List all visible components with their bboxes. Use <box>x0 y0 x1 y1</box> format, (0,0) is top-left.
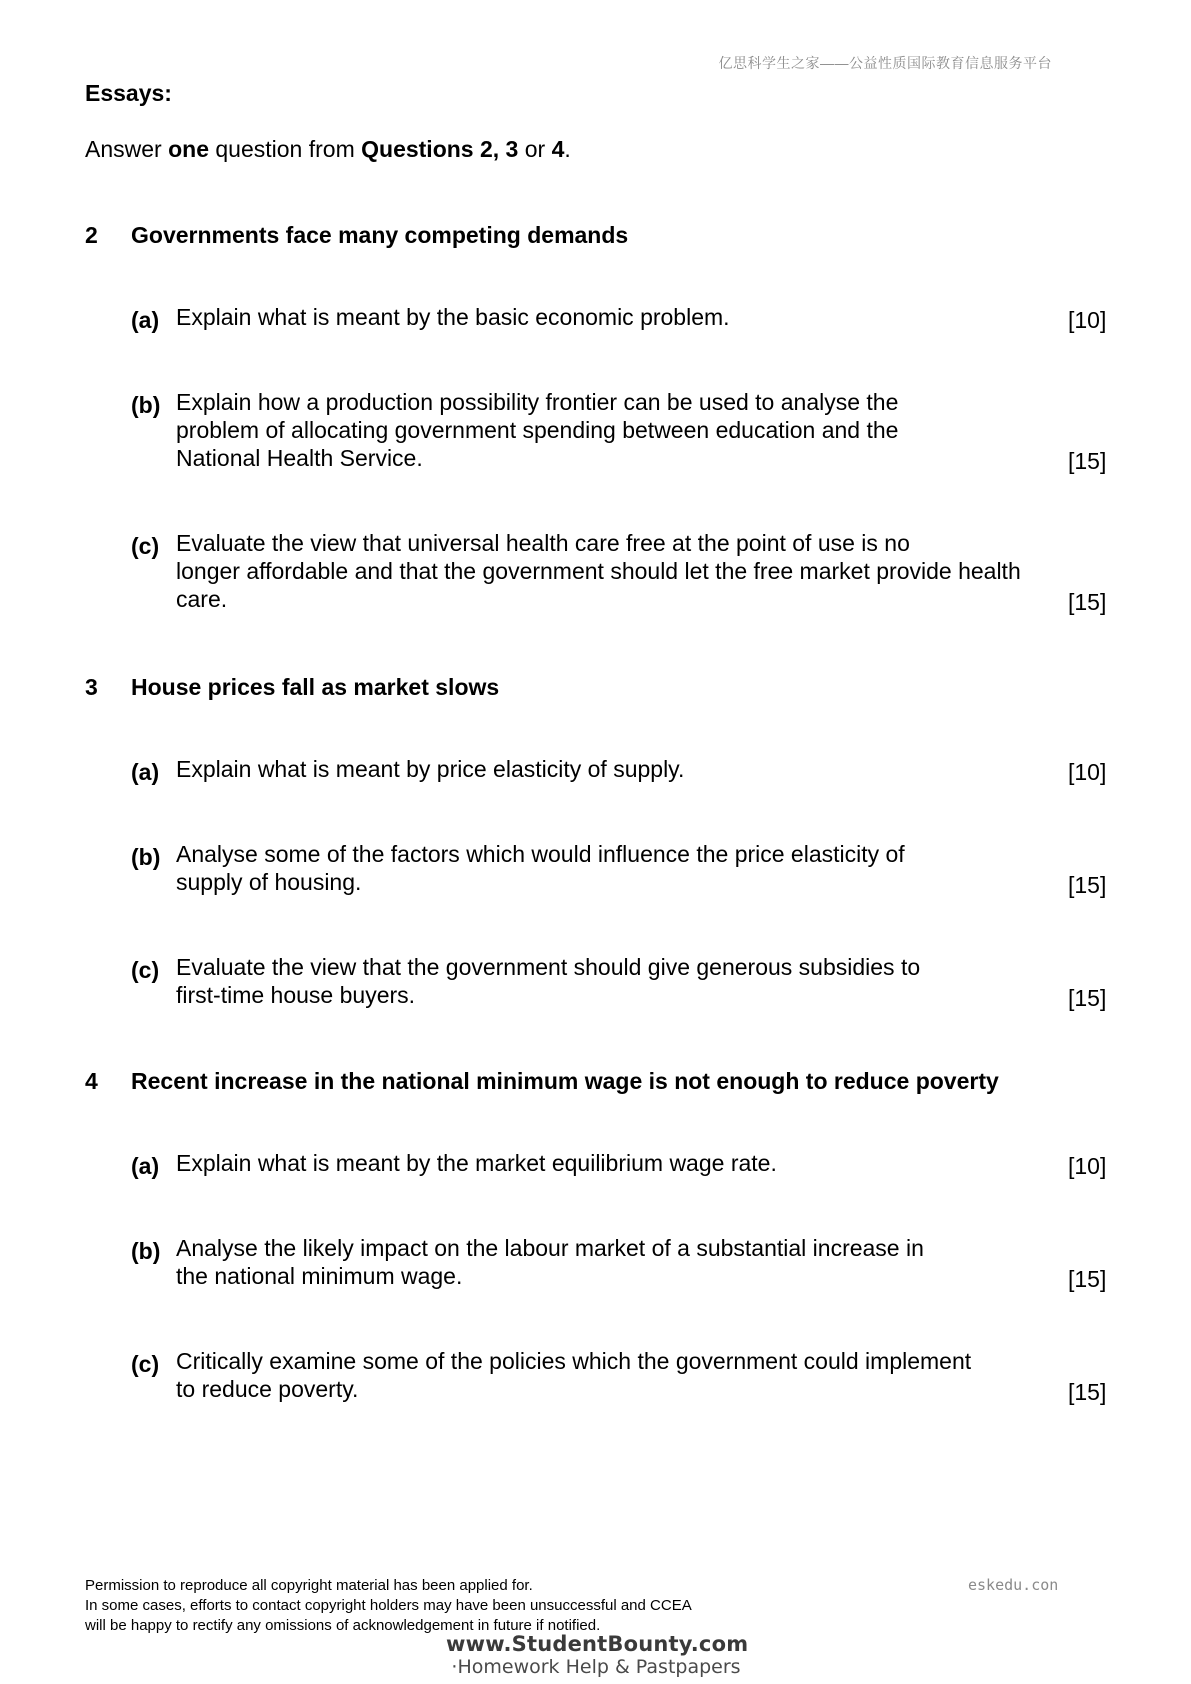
logo-url: www.StudentBounty.com <box>446 1632 749 1656</box>
part-text-line: first-time house buyers. <box>176 982 416 1008</box>
copyright-line: will be happy to rectify any omissions of acknowledgement in future if notified. <box>85 1617 601 1634</box>
footer-site-watermark: eskedu.con <box>968 1576 1059 1594</box>
part-text-line: Explain what is meant by the market equilibrium wage rate. <box>176 1150 777 1176</box>
part-label: (a) <box>131 1153 160 1179</box>
part-text-line: Evaluate the view that the government should give generous subsidies to <box>176 954 921 980</box>
part-label: (a) <box>131 759 160 785</box>
part-text-line: Explain how a production possibility frontier can be used to analyse the <box>176 389 899 415</box>
part-text-line: problem of allocating government spending between education and the <box>176 417 899 443</box>
part-marks: [10] <box>1068 1153 1107 1179</box>
part-text-line: Explain what is meant by price elasticity of supply. <box>176 756 685 782</box>
instruction-suffix: . <box>564 136 571 162</box>
part-label: (b) <box>131 844 161 870</box>
copyright-line: In some cases, efforts to contact copyright holders may have been unsuccessful and CCEA <box>85 1597 692 1614</box>
part-text-line: Evaluate the view that universal health care free at the point of use is no <box>176 530 910 556</box>
part-text-line: National Health Service. <box>176 445 423 471</box>
part-text-line: care. <box>176 586 228 612</box>
part-marks: [15] <box>1068 589 1107 615</box>
part-marks: [10] <box>1068 759 1107 785</box>
instruction-prefix: Answer <box>85 136 169 162</box>
part-text <box>176 1149 777 1177</box>
studentbounty-logo <box>446 1632 749 1678</box>
part-text-line: to reduce poverty. <box>176 1376 359 1402</box>
part-text-line: Explain what is meant by the basic economic problem. <box>176 304 730 330</box>
question-number: 4 <box>85 1068 98 1094</box>
part-text-line: the national minimum wage. <box>176 1263 463 1289</box>
instruction-or: or <box>518 136 552 162</box>
part-marks: [15] <box>1068 448 1107 474</box>
part-marks: [15] <box>1068 1379 1107 1405</box>
header-watermark: 亿思科学生之家——公益性质国际教育信息服务平台 <box>718 55 1052 71</box>
part-label: (a) <box>131 307 160 333</box>
section-title: Essays: <box>85 80 172 106</box>
question-number: 3 <box>85 674 98 700</box>
part-text <box>176 1234 924 1290</box>
copyright-line: Permission to reproduce all copyright material has been applied for. <box>85 1577 533 1594</box>
part-text-line: Analyse some of the factors which would influence the price elasticity of <box>176 841 905 867</box>
question-title: Governments face many competing demands <box>131 222 629 248</box>
part-label: (c) <box>131 957 160 983</box>
part-text <box>176 303 730 331</box>
part-text <box>176 529 1021 613</box>
part-text <box>176 953 920 1009</box>
part-marks: [15] <box>1068 872 1107 898</box>
instruction-four: 4 <box>551 136 565 162</box>
part-text <box>176 1347 971 1403</box>
part-marks: [15] <box>1068 985 1107 1011</box>
part-label: (b) <box>131 392 161 418</box>
copyright-note <box>85 1576 692 1636</box>
part-text-line: longer affordable and that the government should let the free market provide health <box>176 558 1021 584</box>
part-text-line: Analyse the likely impact on the labour market of a substantial increase in <box>176 1235 924 1261</box>
logo-tagline: ·Homework Help & Pastpapers <box>451 1656 741 1678</box>
part-text-line: supply of housing. <box>176 869 362 895</box>
question-title: House prices fall as market slows <box>131 674 500 700</box>
instruction-text <box>85 136 571 163</box>
part-text <box>176 840 905 896</box>
instruction-mid: question from <box>208 136 362 162</box>
part-marks: [10] <box>1068 307 1107 333</box>
question-number: 2 <box>85 222 98 248</box>
part-text <box>176 755 684 783</box>
instruction-questions: Questions 2, 3 <box>361 136 519 162</box>
instruction-one: one <box>168 136 209 162</box>
question-title: Recent increase in the national minimum wage is not enough to reduce poverty <box>131 1068 999 1094</box>
part-label: (c) <box>131 1351 160 1377</box>
part-label: (b) <box>131 1238 161 1264</box>
part-label: (c) <box>131 533 160 559</box>
part-text <box>176 388 898 472</box>
part-marks: [15] <box>1068 1266 1107 1292</box>
part-text-line: Critically examine some of the policies which the government could implement <box>176 1348 972 1374</box>
